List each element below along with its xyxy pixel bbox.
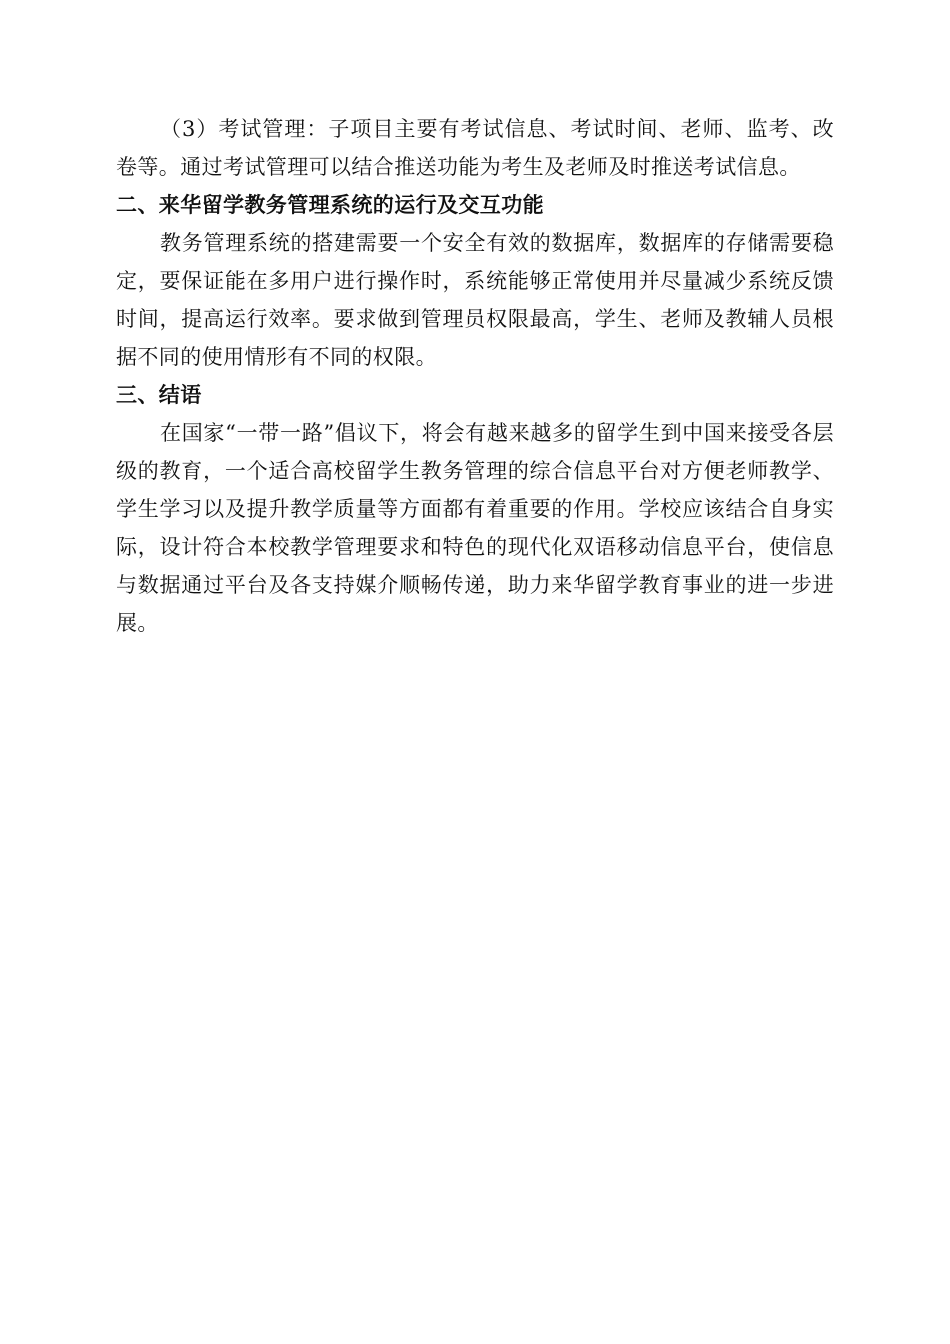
paragraph-system-operation: 教务管理系统的搭建需要一个安全有效的数据库，数据库的存储需要稳定，要保证能在多用户进行操作时，系统能够正常使用并尽量减少系统反馈时间，提高运行效率。要求做到管理员权限最高，学生、老师及教辅人员根据不同的使用情形有不同的权限。 [116, 231, 834, 369]
paragraph-exam-management: （3）考试管理：子项目主要有考试信息、考试时间、老师、监考、改卷等。通过考试管理可以结合推送功能为考生及老师及时推送考试信息。 [116, 117, 834, 179]
paragraph-conclusion: 在国家“一带一路”倡议下，将会有越来越多的留学生到中国来接受各层级的教育，一个适合高校留学生教务管理的综合信息平台对方便老师教学、学生学习以及提升教学质量等方面都有着重要的作用。学校应该结合自身实际，设计符合本校教学管理要求和特色的现代化双语移动信息平台，使信息与数据通过平台及各支持媒介顺畅传递，助力来华留学教育事业的进一步进展。 [116, 421, 834, 635]
section-heading-conclusion: 三、结语 [116, 383, 202, 407]
section-heading-operation: 二、来华留学教务管理系统的运行及交互功能 [116, 193, 544, 217]
document-body [116, 110, 834, 642]
